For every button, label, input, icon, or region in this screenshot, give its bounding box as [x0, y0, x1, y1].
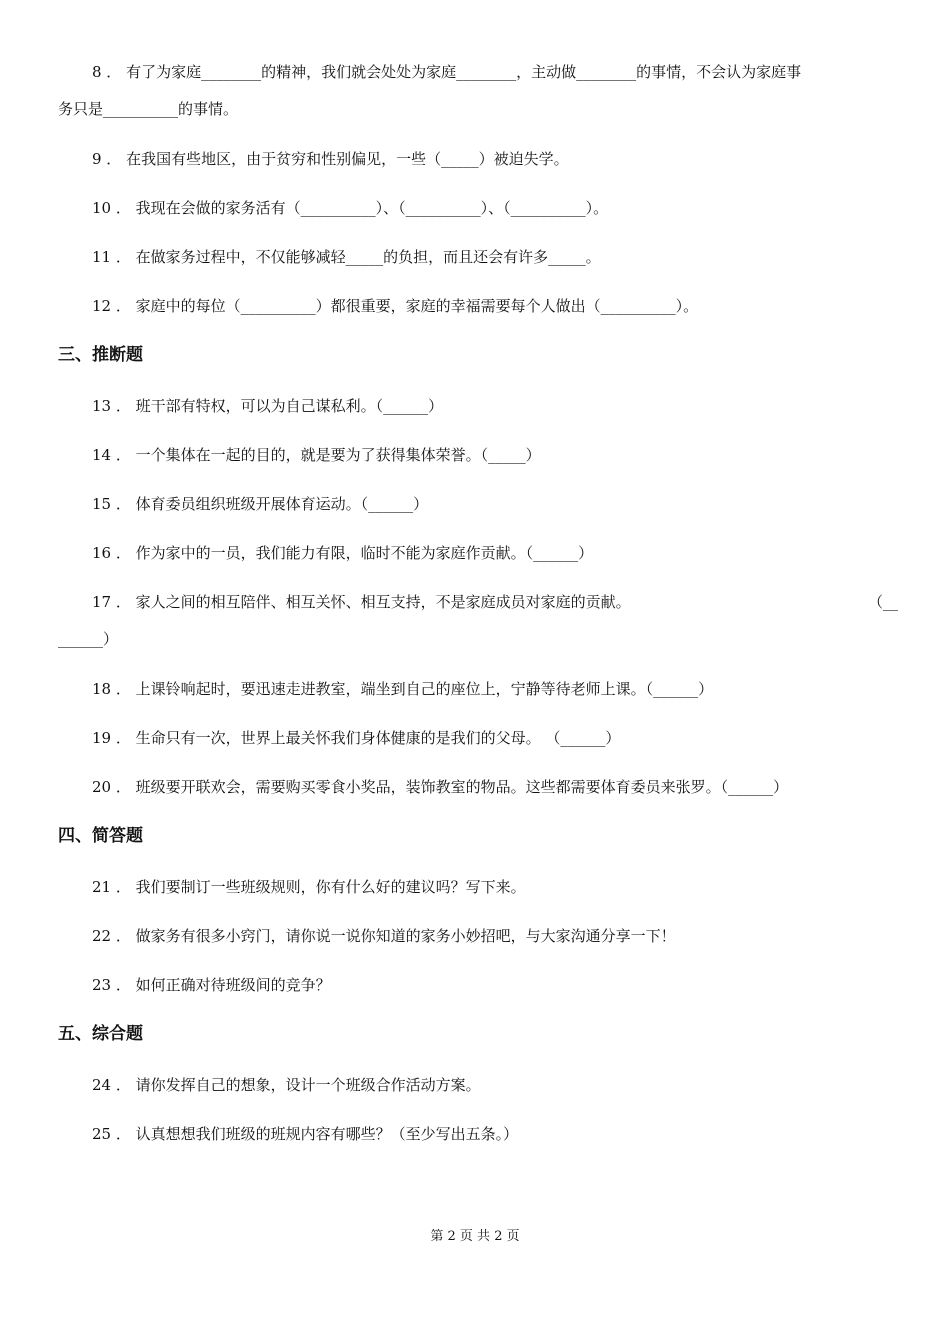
question-20: 20 ． 班级要开联欢会，需要购买零食小奖品，装饰教室的物品。这些都需要体育委员来张罗。（______） — [92, 778, 789, 796]
question-19: 19 ． 生命只有一次，世界上最关怀我们身体健康的是我们的父母。 （______） — [92, 729, 621, 747]
question-22: 22 ． 做家务有很多小窍门，请你说一说你知道的家务小妙招吧，与大家沟通分享一下！ — [92, 927, 676, 945]
question-10: 10 ． 我现在会做的家务活有（__________）、（__________）、（__________）。 — [92, 199, 609, 217]
question-17-line2: ______） — [58, 630, 119, 648]
question-17-line1: 17 ． 家人之间的相互陪伴、相互关怀、相互支持，不是家庭成员对家庭的贡献。 — [92, 593, 631, 611]
question-12: 12 ． 家庭中的每位（__________）都很重要，家庭的幸福需要每个人做出（__________）。 — [92, 297, 699, 315]
section-heading-comprehensive: 五、综合题 — [58, 1024, 143, 1044]
question-17-answer-start: （__ — [868, 593, 899, 611]
section-heading-judge: 三、推断题 — [58, 345, 143, 365]
question-8-line2: 务只是__________的事情。 — [58, 100, 239, 118]
question-14: 14 ． 一个集体在一起的目的，就是要为了获得集体荣誉。（_____） — [92, 446, 541, 464]
section-heading-short-answer: 四、简答题 — [58, 826, 143, 846]
question-16: 16 ． 作为家中的一员，我们能力有限，临时不能为家庭作贡献。（______） — [92, 544, 594, 562]
question-15: 15 ． 体育委员组织班级开展体育运动。（______） — [92, 495, 429, 513]
question-13: 13 ． 班干部有特权，可以为自己谋私利。（______） — [92, 397, 444, 415]
question-23: 23 ． 如何正确对待班级间的竞争？ — [92, 976, 331, 994]
question-21: 21 ． 我们要制订一些班级规则，你有什么好的建议吗？写下来。 — [92, 878, 526, 896]
question-8-line1: 8 ． 有了为家庭________的精神，我们就会处处为家庭________，主动做________的事情，不会认为家庭事 — [92, 63, 802, 81]
question-25: 25 ． 认真想想我们班级的班规内容有哪些？（至少写出五条。） — [92, 1125, 519, 1143]
question-11: 11 ． 在做家务过程中，不仅能够减轻_____的负担，而且还会有许多_____。 — [92, 248, 601, 266]
page-footer: 第 2 页 共 2 页 — [430, 1229, 520, 1244]
question-18: 18 ． 上课铃响起时，要迅速走进教室，端坐到自己的座位上，宁静等待老师上课。（______） — [92, 680, 714, 698]
question-9: 9 ． 在我国有些地区，由于贫穷和性别偏见，一些（_____）被迫失学。 — [92, 150, 569, 168]
question-24: 24 ． 请你发挥自己的想象，设计一个班级合作活动方案。 — [92, 1076, 481, 1094]
